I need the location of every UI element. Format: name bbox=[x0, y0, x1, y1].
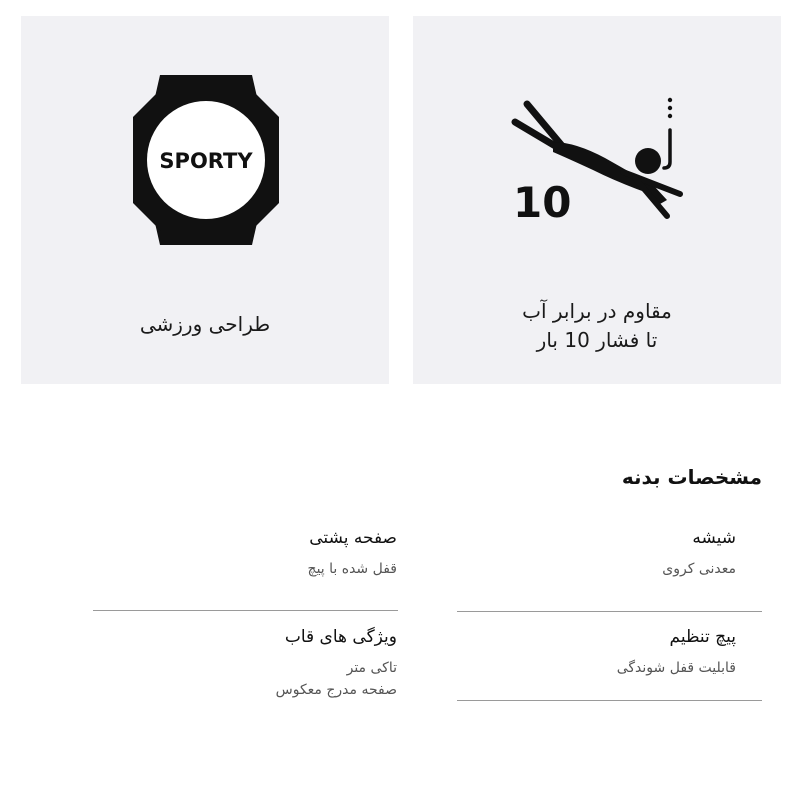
watch-badge-text: SPORTY bbox=[159, 149, 253, 173]
spec-case-back-title: صفحه پشتی bbox=[309, 528, 397, 548]
divider bbox=[457, 700, 762, 701]
spec-glass-value: معدنی کروی bbox=[662, 561, 736, 577]
divider bbox=[93, 610, 398, 611]
water-caption-line2: تا فشار 10 بار bbox=[536, 328, 658, 352]
spec-case-feature-item: تاکی متر bbox=[346, 660, 397, 676]
spec-case-back-value: قفل شده با پیچ bbox=[307, 561, 397, 577]
sport-watch-icon bbox=[133, 75, 279, 245]
spec-case-features bbox=[276, 625, 397, 701]
divider bbox=[457, 611, 762, 612]
spec-glass bbox=[662, 526, 736, 580]
specs-section-title: مشخصات بدنه bbox=[621, 465, 762, 489]
diver-icon bbox=[505, 92, 690, 227]
spec-crown bbox=[617, 625, 736, 679]
spec-case-feature-item: صفحه مدرج معکوس bbox=[275, 682, 397, 698]
spec-crown-value: قابلیت قفل شوندگی bbox=[616, 660, 736, 676]
spec-case-features-title: ویژگی های قاب bbox=[284, 627, 397, 647]
depth-number: 10 bbox=[513, 178, 572, 227]
spec-glass-title: شیشه bbox=[692, 528, 736, 548]
feature-caption-sporty-design: طراحی ورزشی bbox=[139, 312, 271, 336]
feature-caption-water-resistance bbox=[413, 297, 781, 355]
spec-crown-title: پیچ تنظیم bbox=[669, 627, 736, 647]
spec-case-back bbox=[308, 526, 397, 580]
water-caption-line1: مقاوم در برابر آب bbox=[522, 299, 672, 323]
spec-case-features-values bbox=[276, 657, 397, 701]
